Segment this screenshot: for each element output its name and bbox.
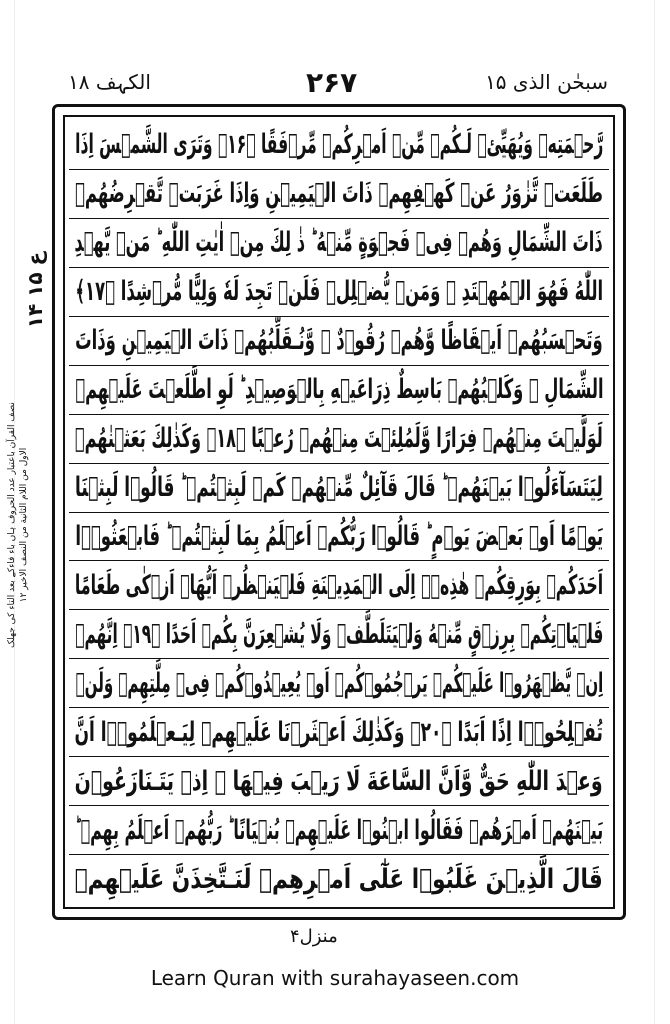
right-edge-line <box>654 0 655 1024</box>
margin-note-text <box>6 402 30 648</box>
verse-line <box>69 170 609 219</box>
verse-line <box>69 121 609 170</box>
verse-line-text: تُفۡلِحُوۡۤا اِذًا اَبَدًا ﴿۲۰﴾ وَكَذٰلِكَ اَعۡثَرۡنَا عَلَيۡهِمۡ لِيَـعۡلَمُوۡۤا اَنَّ <box>74 716 604 748</box>
verse-line-text: رَّحۡمَتِهٖ وَيُهَيِّئۡ لَـكُمۡ مِّنۡ اَمۡرِكُمۡ مِّرۡفَقًا ﴿۱۶﴾ وَتَرَى الشَّمۡسَ اِذَا <box>74 129 604 161</box>
ruku-mark-text: ع ۱۵ ۱۴ <box>23 251 47 329</box>
verse-line-text: فَلۡيَاۡتِكُمۡ بِرِزۡقٍ مِّنۡهُ وَلۡيَتَلَطَّفۡ وَلَا يُشۡعِرَنَّ بِكُمۡ اَحَدًا ﴿۱۹﴾ اِنَّهُمۡ <box>74 618 604 650</box>
page-number: ۲۶۷ <box>306 66 358 99</box>
verse-line <box>69 366 609 415</box>
verse-line-text: وَعۡدَ اللّٰهِ حَقٌّ وَّاَنَّ السَّاعَةَ لَا رَيۡبَ فِيۡهَا ‌ۚ اِذۡ يَتَـنَازَعُوۡنَ <box>75 765 603 797</box>
page-header <box>64 66 612 100</box>
ruku-mark <box>20 251 50 329</box>
footer-credit: Learn Quran with surahayaseen.com <box>150 966 520 990</box>
verse-line <box>69 561 609 610</box>
verse-line <box>69 317 609 366</box>
margin-note <box>0 402 38 648</box>
margin-note-line-2: الاول من اللام الثانية من النصف الاخیر ۱۲ <box>19 447 29 603</box>
text-frame <box>63 115 615 909</box>
verse-line <box>69 610 609 659</box>
verse-line-text: لَوَلَّيۡتَ مِنۡهُمۡ فِرَارًا وَّلَمُلِئۡتَ مِنۡهُمۡ رُعۡبًا ﴿۱۸﴾ وَكَذٰلِكَ بَعَثۡنٰهُمۡ <box>75 423 603 455</box>
verse-line <box>69 659 609 708</box>
verse-line-text: وَتَحۡسَبُهُمۡ اَيۡقَاظًا وَّهُمۡ رُقُوۡدٌ ‌ۖ وَّنُـقَلِّبُهُمۡ ذَاتَ الۡيَمِيۡنِ وَذَاتَ <box>75 325 603 357</box>
page-frame <box>52 104 626 920</box>
verse-line-text: الشِّمَالِ ‌ۖ وَكَلۡبُهُمۡ بَاسِطٌ ذِرَاعَيۡهِ بِالۡوَصِيۡدِ‌ ؕ لَوِ اطَّلَعۡتَ عَلَيۡهِمۡ <box>74 374 604 406</box>
verse-line <box>69 708 609 757</box>
verse-line <box>69 464 609 513</box>
verse-line <box>69 415 609 464</box>
verse-line <box>69 219 609 268</box>
margin-note-line-1: نصف القرآن باعتبار عدد الحروف ہاں باء فاءکے بعد التاء کی جھلک <box>7 402 17 648</box>
para-name: سبحٰن الذی ۱۵ <box>485 70 608 94</box>
surah-name: الکہف ۱۸ <box>68 70 151 94</box>
verse-line <box>69 757 609 806</box>
verse-line-text: يَوۡمًا اَوۡ بَعۡضَ يَوۡمٍ‌ ؕ قَالُوۡا رَبُّكُمۡ اَعۡلَمُ بِمَا لَبِثۡتُمۡ ؕ فَابۡعَثُوۡۤا <box>75 520 603 552</box>
verse-line-text: لِيَتَسَآءَلُوۡا بَيۡنَهُمۡ‌ ؕ قَالَ قَآئِلٌ مِّنۡهُمۡ كَمۡ لَبِثۡتُمۡ‌ ؕ قَالُوۡا لَبِثۡنَا <box>75 472 603 504</box>
verse-lines <box>69 121 609 903</box>
manzil-marker: منزل۴ <box>290 926 338 947</box>
verse-line <box>69 806 609 855</box>
verse-line-text: اللّٰهُ فَهُوَ الۡمُهۡتَدِ‌ ۚ وَمَنۡ يُّضۡلِلۡ فَلَنۡ تَجِدَ لَهٗ وَلِيًّا مُّرۡشِدًا ﴿۱۷﴾ <box>75 276 603 308</box>
verse-line-text: قَالَ الَّذِيۡنَ غَلَبُوۡا عَلٰٓى اَمۡرِهِمۡ لَنَـتَّخِذَنَّ عَلَيۡهِمۡ <box>74 863 604 895</box>
verse-line-text: اِنۡ يَّظۡهَرُوۡا عَلَيۡكُمۡ يَرۡجُمُوۡكُمۡ اَوۡ يُعِيۡدُوۡكُمۡ فِىۡ مِلَّتِهِمۡ وَلَنۡ <box>75 667 603 699</box>
verse-line-text: اَحَدَكُمۡ بِوَرِقِكُمۡ هٰذِهٖۤ اِلَى الۡمَدِيۡنَةِ فَلۡيَنۡظُرۡ اَيُّهَاۤ اَزۡكٰى طَعَامًا <box>74 569 604 601</box>
verse-line <box>69 855 609 903</box>
verse-line <box>69 268 609 317</box>
verse-line-text: ذَاتَ الشِّمَالِ وَهُمۡ فِىۡ فَجۡوَةٍ مِّنۡهُ‌ ؕ ذٰ لِكَ مِنۡ اٰيٰتِ اللّٰهِ‌ ؕ مَنۡ يَّهۡدِ <box>74 227 604 259</box>
verse-line-text: بَيۡنَهُمۡ اَمۡرَهُمۡ فَقَالُوا ابۡنُوۡا عَلَيۡهِمۡ بُنۡيَانًا‌ ؕ رَبُّهُمۡ اَعۡلَمُ بِهِمۡ‌ ؕ <box>74 814 604 846</box>
verse-line <box>69 513 609 562</box>
verse-line-text: طَلَعَتۡ تَّزٰوَرُ عَنۡ كَهۡفِهِمۡ ذَاتَ الۡيَمِيۡنِ وَاِذَا غَرَبَتۡ تَّقۡرِضُهُمۡ <box>75 178 603 210</box>
